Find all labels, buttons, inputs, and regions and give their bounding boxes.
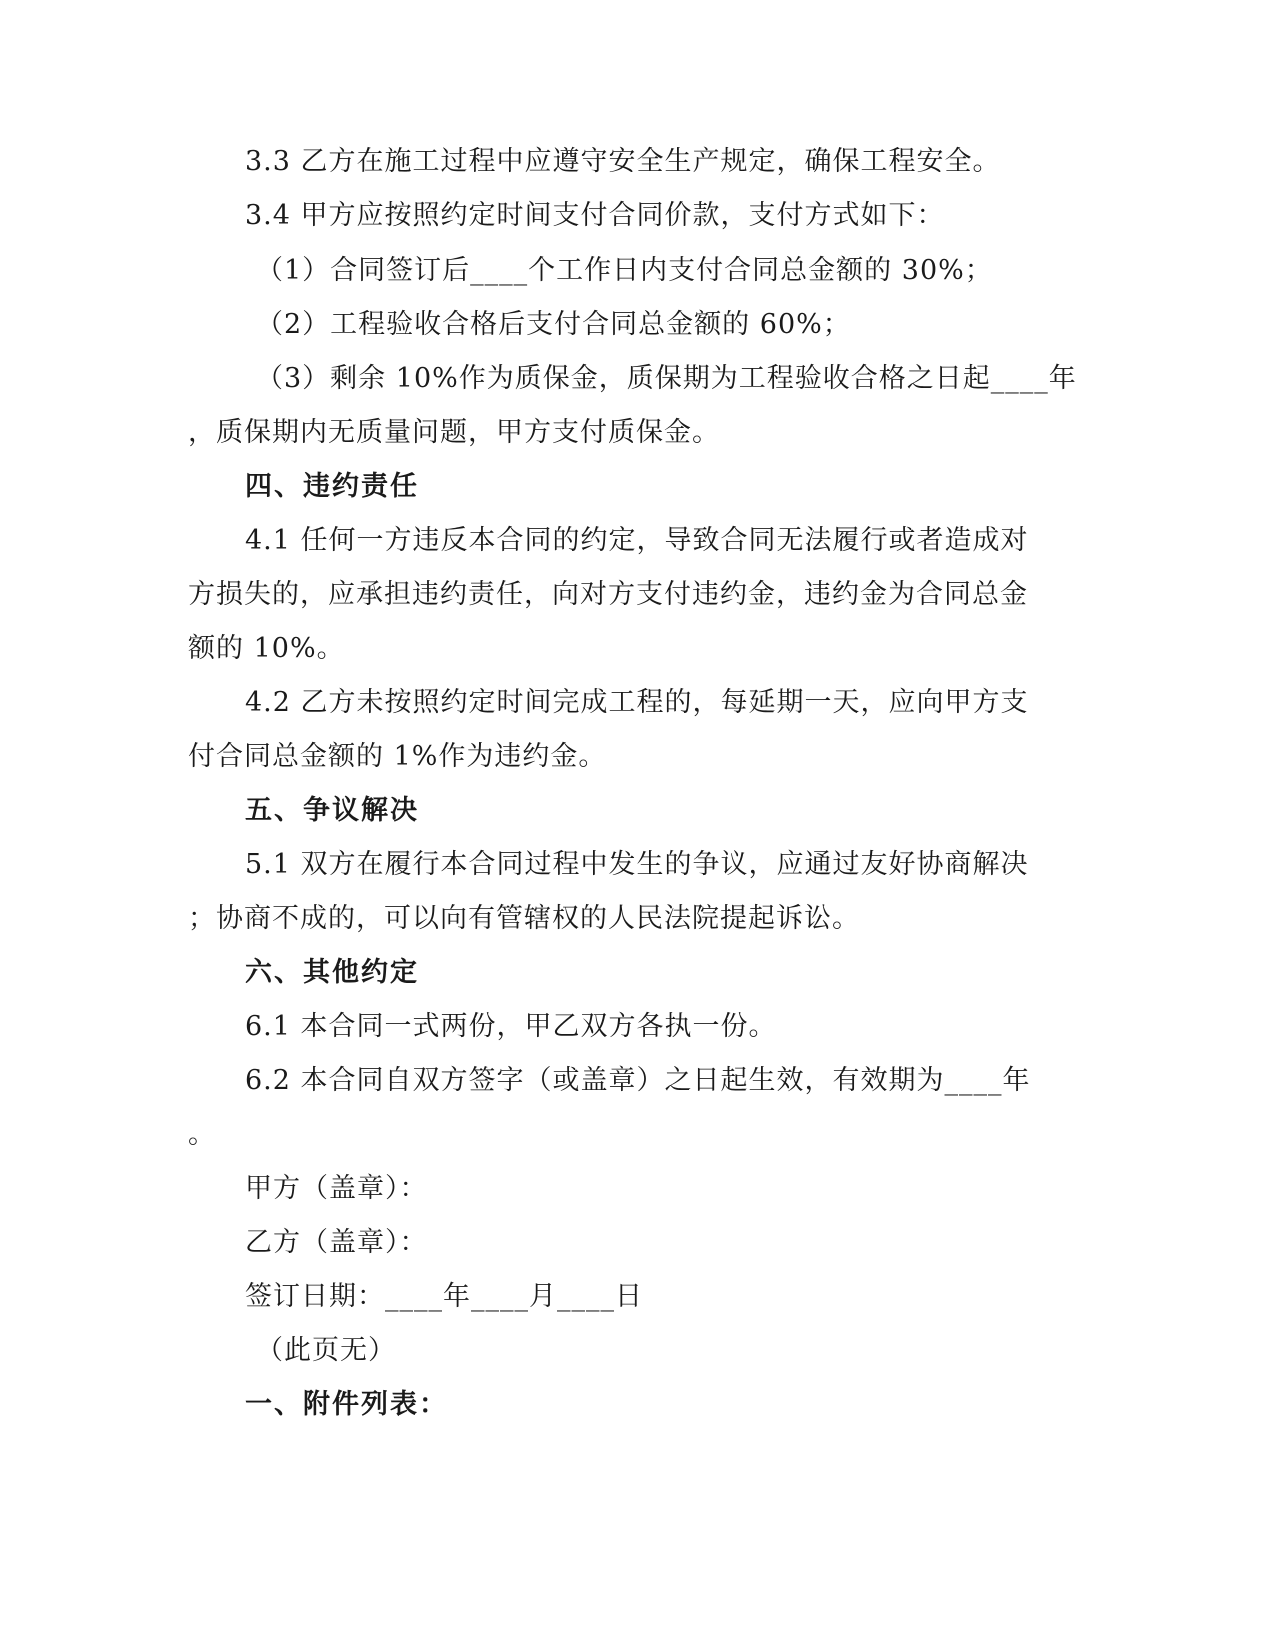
section-heading-other: 六、其他约定 [245, 957, 419, 988]
clause-5-1: 5.1 双方在履行本合同过程中发生的争议，应通过友好协商解决 [245, 849, 1029, 880]
party-b-seal: 乙方（盖章）： [245, 1227, 428, 1258]
section-heading-attachments: 一、附件列表： [245, 1389, 448, 1420]
clause-4-1-end: 额的 10%。 [188, 633, 345, 664]
blank-page-note: （此页无） [256, 1335, 396, 1366]
party-a-seal: 甲方（盖章）： [245, 1173, 428, 1204]
clause-5-1-continued: ；协商不成的，可以向有管辖权的人民法院提起诉讼。 [188, 903, 860, 934]
payment-item-3-continued: ，质保期内无质量问题，甲方支付质保金。 [188, 417, 720, 448]
clause-3-4: 3.4 甲方应按照约定时间支付合同价款，支付方式如下： [245, 200, 945, 231]
clause-6-2: 6.2 本合同自双方签字（或盖章）之日起生效，有效期为____年 [245, 1065, 1031, 1096]
clause-4-1-continued: 方损失的，应承担违约责任，向对方支付违约金，违约金为合同总金 [188, 579, 1028, 610]
payment-item-3: （3）剩余 10%作为质保金，质保期为工程验收合格之日起____年 [256, 363, 1077, 394]
signing-date: 签订日期：____年____月____日 [245, 1281, 643, 1312]
clause-4-1: 4.1 任何一方违反本合同的约定，导致合同无法履行或者造成对 [245, 525, 1029, 556]
section-heading-dispute: 五、争议解决 [245, 795, 419, 826]
payment-item-1: （1）合同签订后____个工作日内支付合同总金额的 30%； [256, 255, 993, 286]
clause-4-2: 4.2 乙方未按照约定时间完成工程的，每延期一天，应向甲方支 [245, 687, 1029, 718]
clause-6-1: 6.1 本合同一式两份，甲乙双方各执一份。 [245, 1011, 777, 1042]
clause-3-3: 3.3 乙方在施工过程中应遵守安全生产规定，确保工程安全。 [245, 146, 1001, 177]
clause-4-2-continued: 付合同总金额的 1%作为违约金。 [188, 741, 607, 772]
clause-6-2-end: 。 [188, 1119, 216, 1150]
section-heading-breach: 四、违约责任 [245, 471, 419, 502]
payment-item-2: （2）工程验收合格后支付合同总金额的 60%； [256, 309, 851, 340]
